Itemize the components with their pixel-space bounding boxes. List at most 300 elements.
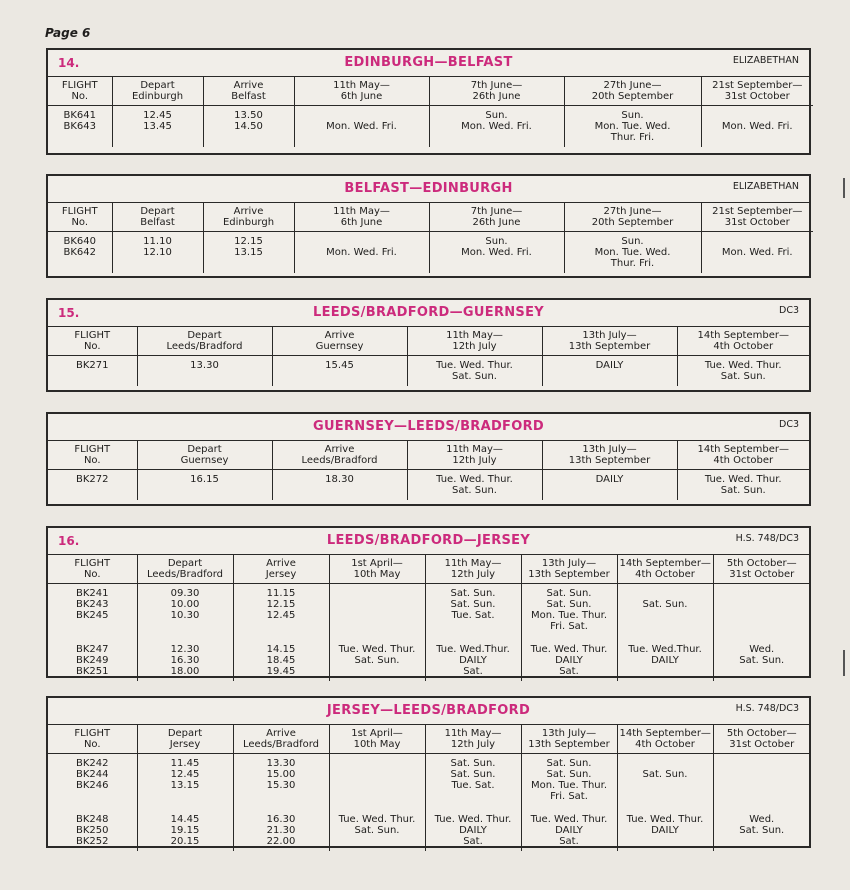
flight-number: BK247 (75, 644, 109, 655)
schedule-value: Sat. Sun. (450, 769, 496, 780)
column-header-line: Edinburgh (131, 91, 184, 102)
column-header-line: 10th May (353, 569, 401, 580)
flight-number: BK243 (75, 599, 109, 610)
schedule-cell (521, 754, 617, 807)
schedule-value: 13.45 (143, 121, 172, 132)
column-header (137, 327, 272, 356)
section-header (48, 414, 809, 441)
schedule-value: 10.00 (170, 599, 200, 610)
column-header-line: 26th June (472, 91, 521, 102)
schedule-cell (713, 636, 810, 681)
schedule-cell (203, 106, 294, 148)
schedule-cell (407, 470, 542, 501)
column-header-line: Leeds/Bradford (243, 739, 319, 750)
schedule-value: Sat. Sun. (546, 599, 592, 610)
flight-numbers-cell (48, 106, 112, 148)
schedule-value (704, 110, 812, 121)
column-header-line: Jersey (169, 739, 201, 750)
column-header-line: 12th July (452, 455, 497, 466)
schedule-value: Mon. Tue. Thur. (530, 780, 608, 791)
schedule-cell (233, 584, 329, 637)
schedule-cell (233, 636, 329, 681)
column-header-line: 13th July— (541, 728, 597, 739)
schedule-value: Mon. Tue. Wed. (594, 247, 671, 258)
column-header-line: FLIGHT (61, 206, 98, 217)
schedule-value: Wed. (749, 644, 775, 655)
column-header-line: 13th September (528, 569, 610, 580)
header-row (48, 77, 813, 106)
schedule-value: Tue. Wed.Thur. (628, 644, 702, 655)
schedule-value: 14.50 (234, 121, 263, 132)
schedule-value: 12.45 (143, 110, 172, 121)
column-header (48, 203, 112, 232)
schedule-cell (425, 754, 521, 807)
column-header-line: 14th September— (697, 444, 789, 455)
column-header-line: 1st April— (351, 728, 403, 739)
schedule-value: Sat. Sun. (720, 371, 766, 382)
schedule-value: 12.45 (266, 610, 296, 621)
schedule-value: Sun. (621, 236, 644, 247)
schedule-value: 13.15 (234, 247, 263, 258)
column-header-line: 26th June (472, 217, 521, 228)
schedule-cell (294, 106, 429, 148)
schedule-table (48, 203, 813, 273)
schedule-value: 15.45 (325, 360, 354, 371)
schedule-value: DAILY (651, 655, 679, 666)
schedule-value: 11.10 (143, 236, 172, 247)
flight-row-group (48, 636, 810, 681)
schedule-value (297, 110, 427, 121)
flight-number: BK643 (63, 121, 96, 132)
column-header-line: Arrive (324, 330, 355, 341)
column-header (701, 77, 813, 106)
column-header-line: 13th September (568, 341, 651, 352)
column-header (112, 77, 203, 106)
schedule-value: Tue. Wed. Thur. (436, 474, 513, 485)
column-header (329, 725, 425, 754)
column-header-line: No. (71, 91, 89, 102)
column-header-line: 11th May— (446, 444, 503, 455)
flight-row-group (48, 106, 813, 148)
column-header-line: 12th July (452, 341, 497, 352)
schedule-value: DAILY (555, 825, 583, 836)
schedule-value: Sat. (559, 836, 579, 847)
schedule-cell (429, 106, 564, 148)
column-header (137, 555, 233, 584)
column-header (48, 441, 137, 470)
schedule-cell (521, 636, 617, 681)
flight-number: BK246 (75, 780, 109, 791)
schedule-cell (713, 754, 810, 807)
column-header-line: 11th May— (444, 728, 502, 739)
schedule-value: Mon. Wed. Fri. (721, 247, 793, 258)
schedule-cell (329, 636, 425, 681)
timetable-belfast-edinburgh (46, 174, 811, 278)
column-header-line: 11th May— (446, 330, 503, 341)
column-header-line: Depart (140, 80, 175, 91)
column-header-line: 12th July (450, 739, 496, 750)
column-header-line: FLIGHT (74, 330, 111, 341)
column-header-line: FLIGHT (61, 80, 98, 91)
schedule-cell (617, 636, 713, 681)
schedule-value: 18.00 (170, 666, 200, 677)
header-row (48, 441, 809, 470)
column-header-line: Arrive (324, 444, 355, 455)
column-header-line: 27th June— (603, 80, 662, 91)
flight-number: BK272 (75, 474, 109, 485)
schedule-value (332, 588, 423, 599)
column-header-line: 7th June— (470, 206, 523, 217)
column-header-line: Guernsey (315, 341, 364, 352)
page-edge-mark (843, 178, 845, 198)
column-header-line: Jersey (265, 569, 297, 580)
column-header-line: 12th July (450, 569, 496, 580)
schedule-value: 13.30 (190, 360, 219, 371)
schedule-value: Fri. Sat. (550, 791, 588, 802)
schedule-cell (272, 356, 407, 387)
column-header (112, 203, 203, 232)
schedule-cell (542, 356, 677, 387)
schedule-value: 14.15 (266, 644, 296, 655)
schedule-value: Sat. Sun. (354, 655, 400, 666)
schedule-value: Sun. (621, 110, 644, 121)
flight-number: BK271 (75, 360, 109, 371)
column-header (429, 77, 564, 106)
header-row (48, 555, 810, 584)
schedule-value: DAILY (459, 825, 487, 836)
schedule-value: Sat. (559, 666, 579, 677)
schedule-value: 22.00 (266, 836, 296, 847)
column-header-line: 11th May— (333, 80, 390, 91)
schedule-cell (564, 106, 701, 148)
schedule-cell (137, 584, 233, 637)
column-header-line: Leeds/Bradford (147, 569, 223, 580)
column-header-line: No. (83, 341, 101, 352)
column-header-line: 31st October (724, 91, 790, 102)
column-header-line: Belfast (140, 217, 175, 228)
column-header-line: No. (83, 739, 101, 750)
flight-row-group (48, 356, 809, 387)
schedule-value: Mon. Wed. Fri. (461, 121, 532, 132)
column-header (564, 203, 701, 232)
column-header (425, 725, 521, 754)
column-header-line: 27th June— (603, 206, 662, 217)
schedule-cell (329, 806, 425, 851)
column-header-line: Depart (167, 558, 203, 569)
column-header-line: 6th June (340, 217, 383, 228)
column-header-line: 4th October (635, 739, 695, 750)
schedule-value: 15.00 (266, 769, 296, 780)
schedule-table (48, 725, 810, 851)
schedule-value: 12.10 (143, 247, 172, 258)
schedule-value: Sat. Sun. (642, 769, 688, 780)
schedule-value: Thur. Fri. (610, 132, 655, 143)
schedule-value: Sat. Sun. (739, 825, 785, 836)
column-header (272, 441, 407, 470)
column-header-line: Arrive (266, 558, 296, 569)
column-header-line: Leeds/Bradford (166, 341, 243, 352)
column-header (48, 77, 112, 106)
schedule-value: 11.45 (170, 758, 200, 769)
column-header (407, 327, 542, 356)
aircraft-type: ELIZABETHAN (732, 181, 799, 192)
column-header (407, 441, 542, 470)
flight-numbers-cell (48, 232, 112, 274)
column-header-line: Depart (140, 206, 175, 217)
schedule-value: Sat. Sun. (546, 769, 592, 780)
schedule-value: Sat. Sun. (450, 758, 496, 769)
schedule-value: Sat. Sun. (452, 485, 497, 496)
schedule-cell (425, 584, 521, 637)
column-header (713, 555, 810, 584)
flight-number: BK642 (63, 247, 96, 258)
schedule-value: Sat. Sun. (642, 599, 688, 610)
column-header (564, 77, 701, 106)
column-header-line: 1st April— (351, 558, 403, 569)
schedule-value: 09.30 (170, 588, 200, 599)
schedule-value: 19.15 (170, 825, 200, 836)
column-header-line: Edinburgh (222, 217, 275, 228)
column-header-line: 31st October (729, 569, 795, 580)
schedule-value: Wed. (749, 814, 775, 825)
schedule-value: DAILY (595, 474, 624, 485)
schedule-value: 21.30 (266, 825, 296, 836)
schedule-value: Mon. Wed. Fri. (326, 247, 397, 258)
schedule-table (48, 441, 809, 500)
schedule-cell (294, 232, 429, 274)
schedule-value: DAILY (595, 360, 624, 371)
schedule-cell (233, 754, 329, 807)
column-header (233, 725, 329, 754)
flight-number: BK250 (75, 825, 109, 836)
column-header (521, 555, 617, 584)
schedule-cell (617, 584, 713, 637)
schedule-value: 15.30 (266, 780, 296, 791)
timetable-leeds-bradford-guernsey (46, 298, 811, 392)
schedule-value (716, 758, 809, 769)
column-header-line: Arrive (233, 80, 264, 91)
column-header-line: Depart (167, 728, 203, 739)
flight-number: BK242 (75, 758, 109, 769)
column-header-line: 6th June (340, 91, 383, 102)
schedule-value: Tue. Wed.Thur. (436, 644, 510, 655)
column-header-line: 13th July— (541, 558, 597, 569)
header-row (48, 725, 810, 754)
schedule-value: Tue. Wed. Thur. (338, 814, 416, 825)
column-header (272, 327, 407, 356)
flight-numbers-cell (48, 754, 137, 807)
column-header (137, 441, 272, 470)
schedule-value: Sun. (485, 110, 508, 121)
column-header-line: Arrive (266, 728, 296, 739)
column-header (617, 555, 713, 584)
schedule-value: 10.30 (170, 610, 200, 621)
column-header-line: 11th May— (444, 558, 502, 569)
schedule-value: 14.45 (170, 814, 200, 825)
column-header (203, 77, 294, 106)
column-header-line: 4th October (713, 455, 774, 466)
column-header-line: 10th May (353, 739, 401, 750)
schedule-value: 12.15 (234, 236, 263, 247)
section-header (48, 50, 809, 77)
aircraft-type: DC3 (779, 419, 799, 430)
schedule-cell (137, 806, 233, 851)
column-header (233, 555, 329, 584)
section-number: 16. (58, 534, 80, 548)
schedule-value: Mon. Wed. Fri. (721, 121, 793, 132)
column-header (329, 555, 425, 584)
schedule-value: Tue. Wed. Thur. (704, 360, 782, 371)
schedule-cell (542, 470, 677, 501)
column-header-line: 13th July— (582, 330, 637, 341)
column-header (542, 441, 677, 470)
schedule-value: DAILY (459, 655, 487, 666)
schedule-value: Mon. Tue. Wed. (594, 121, 671, 132)
column-header-line: Guernsey (180, 455, 229, 466)
schedule-value: Sat. Sun. (354, 825, 400, 836)
schedule-value: Sat. Sun. (546, 758, 592, 769)
flight-number: BK249 (75, 655, 109, 666)
schedule-value: 12.15 (266, 599, 296, 610)
route-title: BELFAST—EDINBURGH (344, 181, 513, 196)
page-label: Page 6 (45, 26, 91, 40)
column-header (294, 77, 429, 106)
flight-number: BK241 (75, 588, 109, 599)
schedule-value: Sat. Sun. (450, 599, 496, 610)
schedule-value: Tue. Wed. Thur. (338, 644, 416, 655)
schedule-value: Sat. Sun. (720, 485, 766, 496)
column-header-line: 31st October (724, 217, 790, 228)
column-header (677, 441, 809, 470)
schedule-cell (713, 584, 810, 637)
flight-numbers-cell (48, 584, 137, 637)
schedule-value (704, 236, 812, 247)
schedule-value: 12.30 (170, 644, 200, 655)
schedule-value: Thur. Fri. (610, 258, 655, 269)
column-header-line: 5th October— (726, 558, 797, 569)
schedule-value: Sat. (463, 836, 483, 847)
schedule-cell (713, 806, 810, 851)
schedule-cell (425, 806, 521, 851)
schedule-value: Tue. Wed. Thur. (530, 644, 608, 655)
schedule-value: Sat. (463, 666, 483, 677)
column-header (137, 725, 233, 754)
schedule-table (48, 327, 809, 386)
section-header (48, 176, 809, 203)
schedule-cell (677, 356, 809, 387)
flight-number: BK251 (75, 666, 109, 677)
schedule-value: 13.30 (266, 758, 296, 769)
flight-row-group (48, 806, 810, 851)
schedule-value: 19.45 (266, 666, 296, 677)
aircraft-type: DC3 (779, 305, 799, 316)
schedule-cell (425, 636, 521, 681)
column-header-line: 5th October— (726, 728, 797, 739)
column-header-line: 13th September (528, 739, 610, 750)
schedule-value: Tue. Sat. (451, 610, 495, 621)
schedule-value: 16.30 (266, 814, 296, 825)
section-number: 14. (58, 56, 80, 70)
schedule-cell (137, 470, 272, 501)
flight-number: BK245 (75, 610, 109, 621)
section-header (48, 698, 809, 725)
schedule-value: DAILY (651, 825, 679, 836)
flight-numbers-cell (48, 356, 137, 387)
schedule-value: Sat. Sun. (546, 588, 592, 599)
schedule-value: Sun. (485, 236, 508, 247)
schedule-cell (233, 806, 329, 851)
column-header (48, 327, 137, 356)
schedule-value: 13.15 (170, 780, 200, 791)
column-header-line: 13th September (568, 455, 651, 466)
aircraft-type: H.S. 748/DC3 (735, 533, 799, 544)
header-row (48, 203, 813, 232)
route-title: LEEDS/BRADFORD—JERSEY (326, 533, 531, 548)
column-header (617, 725, 713, 754)
column-header-line: 21st September— (712, 206, 803, 217)
column-header (713, 725, 810, 754)
schedule-cell (203, 232, 294, 274)
column-header (48, 555, 137, 584)
schedule-value: DAILY (555, 655, 583, 666)
schedule-value: Mon. Tue. Thur. (530, 610, 608, 621)
column-header-line: No. (71, 217, 89, 228)
column-header-line: 4th October (713, 341, 774, 352)
schedule-value: Tue. Wed. Thur. (530, 814, 608, 825)
flight-row-group (48, 232, 813, 274)
timetable-leeds-bradford-jersey (46, 526, 811, 678)
aircraft-type: H.S. 748/DC3 (735, 703, 799, 714)
schedule-value: Tue. Wed. Thur. (704, 474, 782, 485)
column-header-line: 20th September (591, 217, 674, 228)
schedule-value: Sat. Sun. (452, 371, 497, 382)
schedule-cell (701, 232, 813, 274)
section-header (48, 300, 809, 327)
column-header-line: Depart (187, 330, 222, 341)
route-title: LEEDS/BRADFORD—GUERNSEY (312, 305, 544, 320)
flight-row-group (48, 470, 809, 501)
column-header-line: FLIGHT (74, 728, 111, 739)
route-title: JERSEY—LEEDS/BRADFORD (326, 703, 531, 718)
section-number: 15. (58, 306, 80, 320)
flight-number: BK248 (75, 814, 109, 825)
column-header-line: 7th June— (470, 80, 523, 91)
column-header-line: 11th May— (333, 206, 390, 217)
column-header-line: 20th September (591, 91, 674, 102)
schedule-cell (137, 754, 233, 807)
column-header-line: No. (83, 455, 101, 466)
column-header-line: Arrive (233, 206, 264, 217)
schedule-value: Tue. Wed. Thur. (626, 814, 704, 825)
schedule-cell (677, 470, 809, 501)
section-header (48, 528, 809, 555)
schedule-cell (701, 106, 813, 148)
column-header (425, 555, 521, 584)
column-header-line: Depart (187, 444, 222, 455)
flight-number: BK244 (75, 769, 109, 780)
column-header (677, 327, 809, 356)
flight-number: BK252 (75, 836, 109, 847)
column-header-line: 13th July— (582, 444, 637, 455)
schedule-cell (521, 806, 617, 851)
column-header-line: 21st September— (712, 80, 803, 91)
schedule-value: Tue. Wed. Thur. (434, 814, 512, 825)
flight-number: BK640 (63, 236, 96, 247)
schedule-value: Tue. Wed. Thur. (436, 360, 513, 371)
timetable-jersey-leeds-bradford (46, 696, 811, 848)
schedule-cell (329, 754, 425, 807)
flight-numbers-cell (48, 636, 137, 681)
